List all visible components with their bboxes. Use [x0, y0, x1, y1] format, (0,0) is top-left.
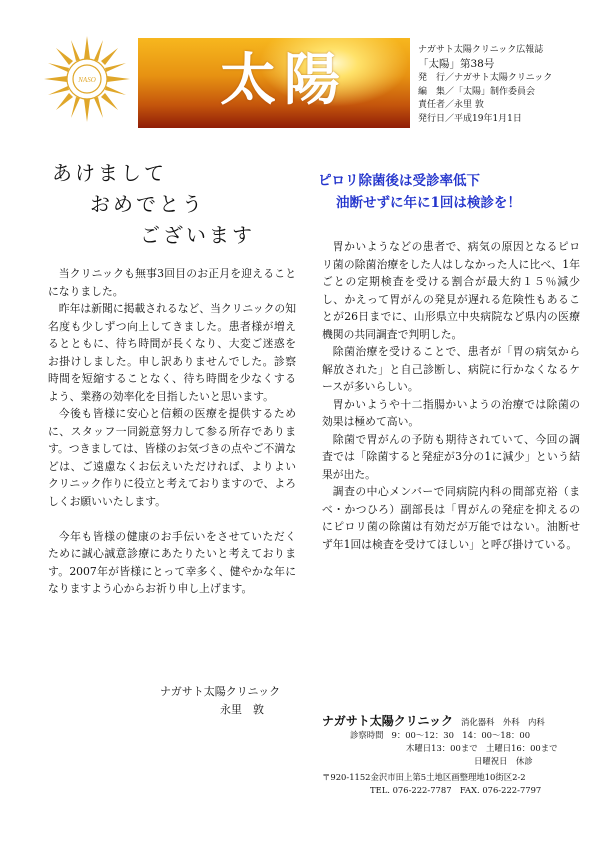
- body-paragraph: 昨年は新聞に掲載されるなど、当クリニックの知名度も少しずつ向上してきました。患者様が増えるとともに、待ち時間が長くなり、大変ご迷惑をお掛けしました。申し訳ありませんでした。診察時間を短縮することなく、待ち時間を少なくするよう、業務の効率化を目指したいと思います。: [48, 302, 296, 403]
- sun-logo: [42, 34, 132, 124]
- body-paragraph: 今後も皆様に安心と信頼の医療を提供するために、スタッフ一同鋭意努力して参る所存であります。つきましては、皆様のお気づきの点やご不満などは、ご遠慮なくお伝えいただければ、よりよいクリニック作りに役立と考えておりますので、よろしくお願いいたします。: [48, 407, 296, 508]
- publisher: 発 行／ナガサト太陽クリニック: [418, 73, 553, 84]
- article-body: [322, 238, 580, 553]
- greeting-line-3: ございます: [140, 223, 255, 247]
- issue-number: 「太陽」第38号: [418, 58, 495, 71]
- article-paragraph: 除菌で胃がんの予防も期待されていて、今回の調査では「除菌すると発症が3分の1に減少」という結果が出た。: [322, 432, 580, 481]
- hours-label: 診察時間: [350, 730, 384, 740]
- article-paragraph: 除菌治療を受けることで、患者が「胃の病気から解放された」と自己診断し、病院に行かなくなるケースが多いらしい。: [322, 345, 580, 393]
- clinic-address: 〒920-1152金沢市田上第5土地区画整理地10街区2-2: [322, 772, 526, 782]
- signature-name: 永里 敦: [220, 702, 264, 716]
- clinic-hours: 9：00〜12：30 14：00〜18：00: [391, 730, 531, 740]
- article-headline: [318, 170, 578, 214]
- new-year-greeting: [52, 158, 302, 251]
- masthead-info: [418, 44, 593, 126]
- issue-date: 発行日／平成19年1月1日: [418, 113, 522, 124]
- banner-title: 太陽: [220, 47, 348, 113]
- signature: [160, 683, 300, 718]
- body-paragraph: 当クリニックも無事3回目のお正月を迎えることになりました。: [48, 267, 296, 298]
- headline-line-2: 油断せずに年に1回は検診を！: [336, 195, 521, 211]
- headline-line-1: ピロリ除菌後は受診率低下: [318, 173, 480, 189]
- body-paragraph: 今年も皆様の健康のお手伝いをさせていただくために誠心誠意診療にあたりたいと考えております。2007年が皆様にとって幸多く、健やかな年になりますよう心からお祈り申し上げます。: [48, 529, 296, 595]
- publication-name: ナガサト太陽クリニック広報誌: [418, 45, 544, 55]
- signature-clinic: ナガサト太陽クリニック: [160, 685, 281, 698]
- greeting-line-2: おめでとう: [90, 192, 205, 216]
- article-paragraph: 胃かいようなどの患者で、病気の原因となるピロリ菌の除菌治療をした人はしなかった人に比べ、1年ごとの定期検査を受ける割合が最大約１５％減少し、かえって胃がんの発見が遅れる危険性もあることが26日までに、山形県立中央病院など県内の医療機関の共同調査で判明した。: [322, 240, 580, 341]
- greeting-line-1: あけまして: [52, 161, 167, 185]
- clinic-name: ナガサト太陽クリニック: [322, 714, 454, 728]
- editor: 編 集／「太陽」制作委員会: [418, 86, 536, 97]
- clinic-departments: 消化器科 外科 内科: [461, 717, 545, 727]
- logo-text: NASO: [78, 76, 96, 84]
- greeting-body: [48, 265, 296, 598]
- clinic-hours-saturday: 木曜日13：00まで 土曜日16：00まで: [406, 743, 558, 753]
- article-paragraph: 調査の中心メンバーで同病院内科の間部克裕（まべ・かつひろ）副部長は「胃がんの発症を抑えるのにピロリ菌の除菌は有効だが万能ではない。油断せず年1回は検査を受けてほしい」と呼び掛けている。: [322, 485, 580, 551]
- responsible-person: 責任者／永里 敦: [418, 100, 484, 111]
- article-paragraph: 胃かいようや十二指腸かいようの治療では除菌の効果は極めて高い。: [322, 397, 580, 428]
- clinic-closed-days: 日曜祝日 休診: [474, 756, 533, 766]
- clinic-phone: TEL. 076-222-7787 FAX. 076-222-7797: [370, 785, 542, 795]
- clinic-info-box: [322, 715, 586, 797]
- title-banner: [138, 38, 410, 128]
